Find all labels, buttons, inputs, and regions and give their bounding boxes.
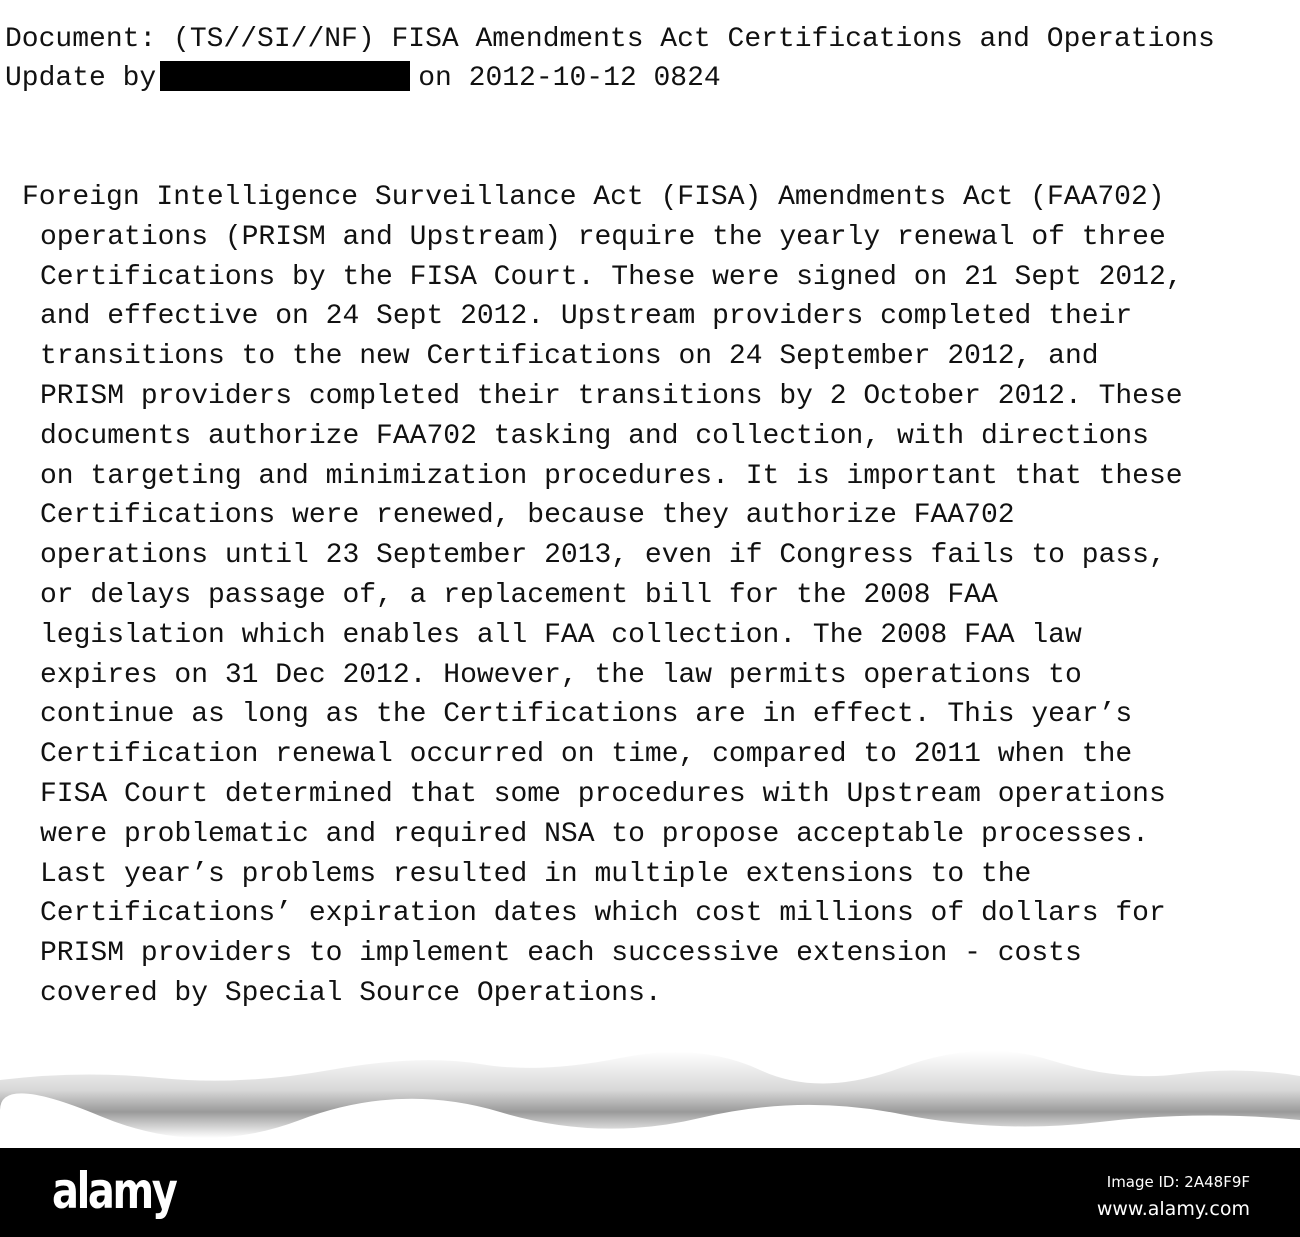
body-line: legislation which enables all FAA collection. The 2008 FAA law [40, 619, 1082, 651]
body-line: Certifications by the FISA Court. These were signed on 21 Sept 2012, [40, 261, 1183, 293]
alamy-logo: alamy [52, 1162, 176, 1220]
body-line: operations (PRISM and Upstream) require the yearly renewal of three [40, 221, 1166, 253]
image-id: Image ID: 2A48F9F [1106, 1173, 1250, 1191]
body-line: or delays passage of, a replacement bill for the 2008 FAA [40, 579, 998, 611]
watermark-bar [0, 1148, 1300, 1237]
body-line: expires on 31 Dec 2012. However, the law permits operations to [40, 659, 1082, 691]
body-line: Last year’s problems resulted in multiple extensions to the [40, 858, 1032, 890]
site-url: www.alamy.com [1096, 1198, 1250, 1220]
body-line: and effective on 24 Sept 2012. Upstream providers completed their [40, 301, 1133, 333]
body-line: documents authorize FAA702 tasking and collection, with directions [40, 420, 1149, 452]
torn-paper-edge [0, 1040, 1300, 1148]
body-line: Certification renewal occurred on time, compared to 2011 when the [40, 739, 1133, 771]
body-line: were problematic and required NSA to propose acceptable processes. [40, 818, 1149, 850]
body-line: Foreign Intelligence Surveillance Act (FISA) Amendments Act (FAA702) [22, 182, 1165, 213]
body-line: on targeting and minimization procedures. It is important that these [40, 460, 1183, 492]
body-line: PRISM providers to implement each successive extension - costs [40, 938, 1082, 970]
body-line: continue as long as the Certifications are in effect. This year’s [40, 699, 1133, 731]
body-line: covered by Special Source Operations. [40, 977, 662, 1009]
body-line: transitions to the new Certifications on 24 September 2012, and [40, 341, 1099, 373]
body-line: PRISM providers completed their transitions by 2 October 2012. These [40, 380, 1183, 412]
redaction-bar [160, 61, 410, 91]
document-title: Document: (TS//SI//NF) FISA Amendments Act Certifications and Operations [5, 24, 1215, 55]
update-date: on 2012-10-12 0824 [418, 63, 721, 94]
body-line: Certifications were renewed, because they authorize FAA702 [40, 500, 1015, 532]
body-line: FISA Court determined that some procedures with Upstream operations [40, 778, 1166, 810]
update-line [5, 59, 721, 99]
body-line: Certifications’ expiration dates which cost millions of dollars for [40, 898, 1166, 930]
document-body [22, 178, 1183, 1014]
update-prefix: Update by [5, 63, 157, 94]
body-line: operations until 23 September 2013, even if Congress fails to pass, [40, 540, 1166, 572]
